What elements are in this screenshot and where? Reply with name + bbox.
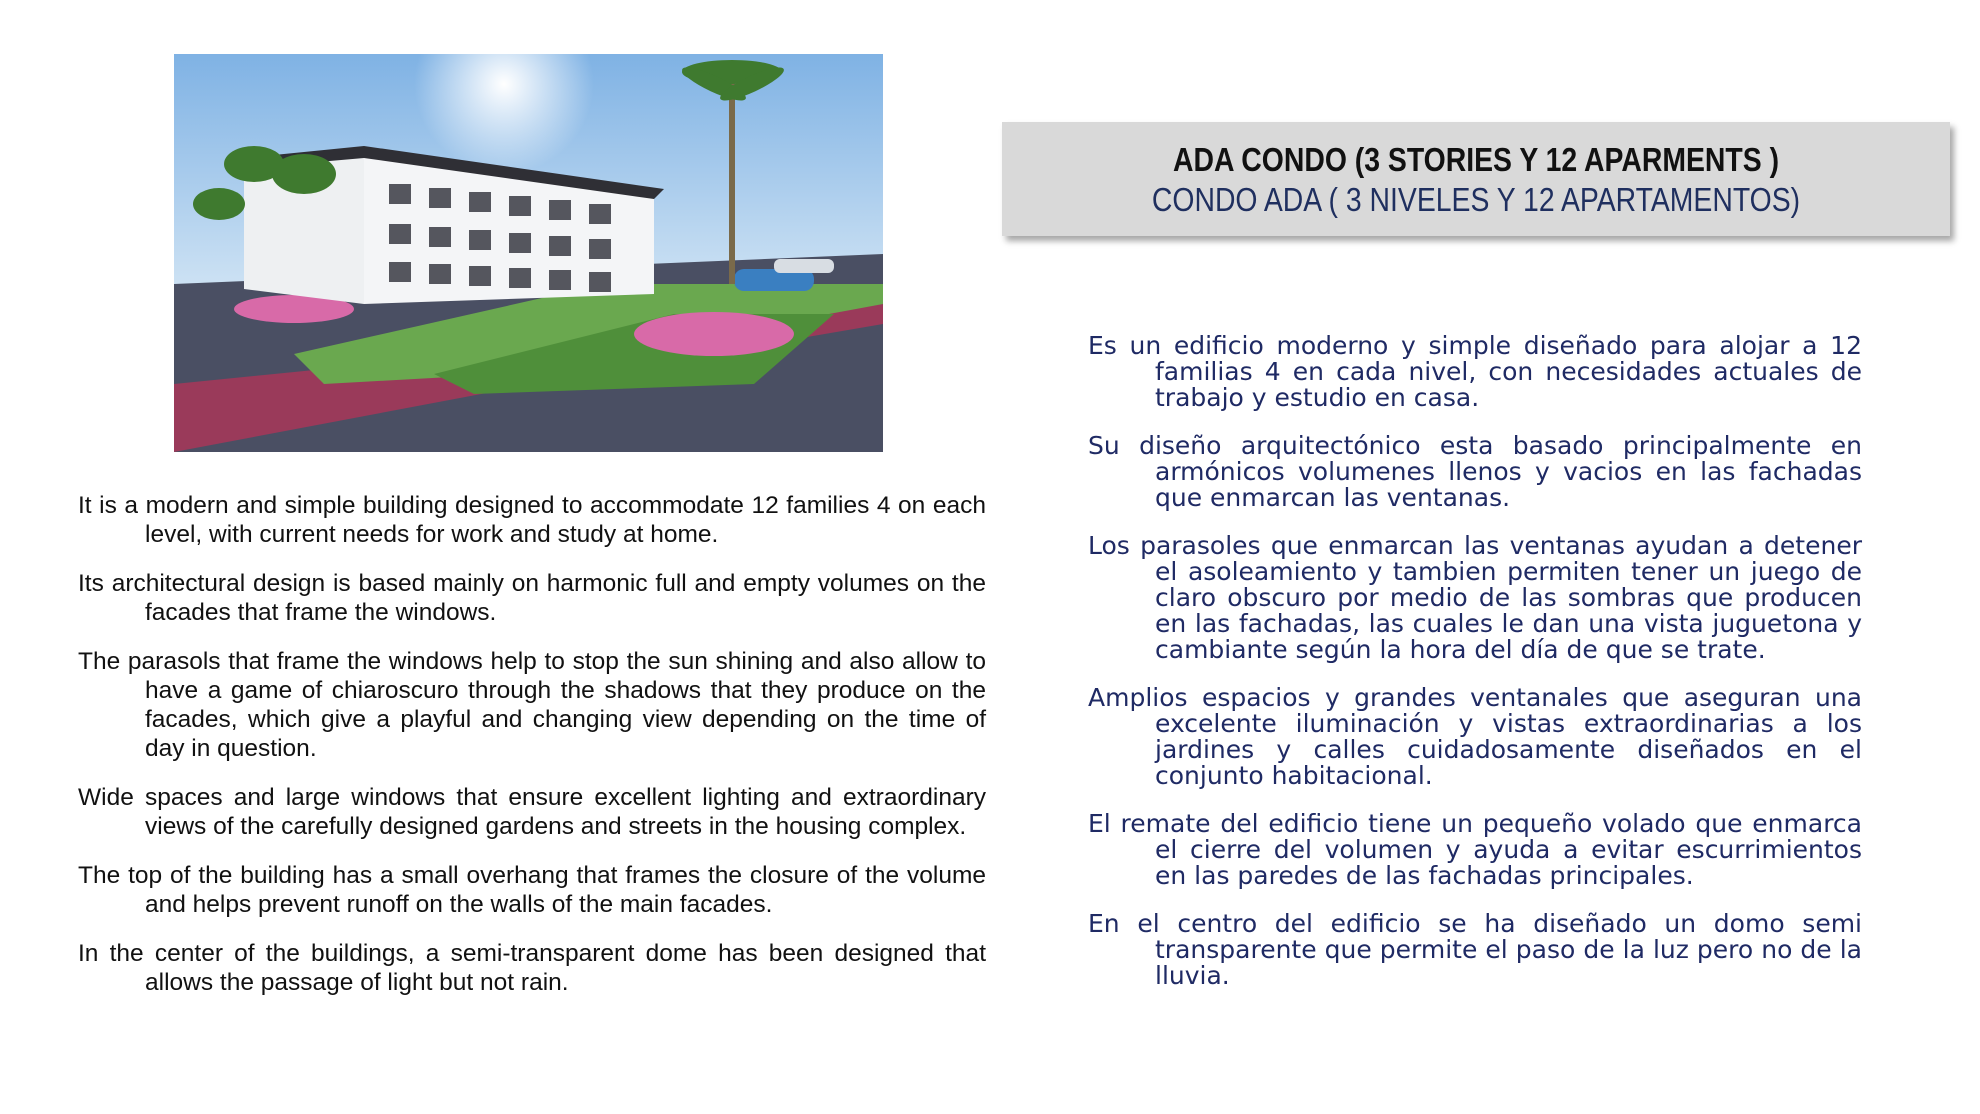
spanish-paragraph-4: Amplios espacios y grandes ventanales que aseguran una excelente iluminación y vistas extraordinarias a los jardines y calles cuidadosamente diseñados en el conjunto habitacional. <box>1088 683 1862 790</box>
spanish-description <box>1088 333 1862 1011</box>
title-english: ADA CONDO (3 STORIES Y 12 APARMENTS ) <box>1172 141 1780 178</box>
spanish-paragraph-1: Es un edificio moderno y simple diseñado para alojar a 12 familias 4 en cada nivel, con necesidades actuales de trabajo y estudio en casa. <box>1088 331 1862 412</box>
english-description <box>78 491 986 1017</box>
english-paragraph-3: The parasols that frame the windows help to stop the sun shining and also allow to have a game of chiaroscuro through the shadows that they produce on the facades, which give a playful and changing view depending on the time of day in question. <box>78 648 986 762</box>
english-paragraph-6: In the center of the buildings, a semi-transparent dome has been designed that allows the passage of light but not rain. <box>78 940 986 996</box>
english-paragraph-2: Its architectural design is based mainly on harmonic full and empty volumes on the facades that frame the windows. <box>78 570 986 626</box>
spanish-paragraph-5: El remate del edificio tiene un pequeño volado que enmarca el cierre del volumen y ayuda a evitar escurrimientos en las paredes de las fachadas principales. <box>1088 809 1862 890</box>
english-paragraph-1: It is a modern and simple building designed to accommodate 12 families 4 on each level, with current needs for work and study at home. <box>78 492 986 548</box>
spanish-paragraph-3: Los parasoles que enmarcan las ventanas ayudan a detener el asoleamiento y tambien permiten tener un juego de claro obscuro por medio de las sombras que producen en las fachadas, las cuales le dan una vista juguetona y cambiante según la hora del día de que se trate. <box>1088 531 1862 664</box>
english-paragraph-5: The top of the building has a small overhang that frames the closure of the volume and helps prevent runoff on the walls of the main facades. <box>78 862 986 918</box>
title-box <box>1002 122 1950 236</box>
english-paragraph-4: Wide spaces and large windows that ensure excellent lighting and extraordinary views of the carefully designed gardens and streets in the housing complex. <box>78 784 986 840</box>
spanish-paragraph-6: En el centro del edificio se ha diseñado un domo semi transparente que permite el paso de la luz pero no de la lluvia. <box>1088 909 1862 990</box>
title-spanish: CONDO ADA ( 3 NIVELES Y 12 APARTAMENTOS) <box>1151 181 1801 218</box>
building-rendering-image <box>174 54 883 452</box>
spanish-paragraph-2: Su diseño arquitectónico esta basado principalmente en armónicos volumenes llenos y vacios en las fachadas que enmarcan las ventanas. <box>1088 431 1862 512</box>
